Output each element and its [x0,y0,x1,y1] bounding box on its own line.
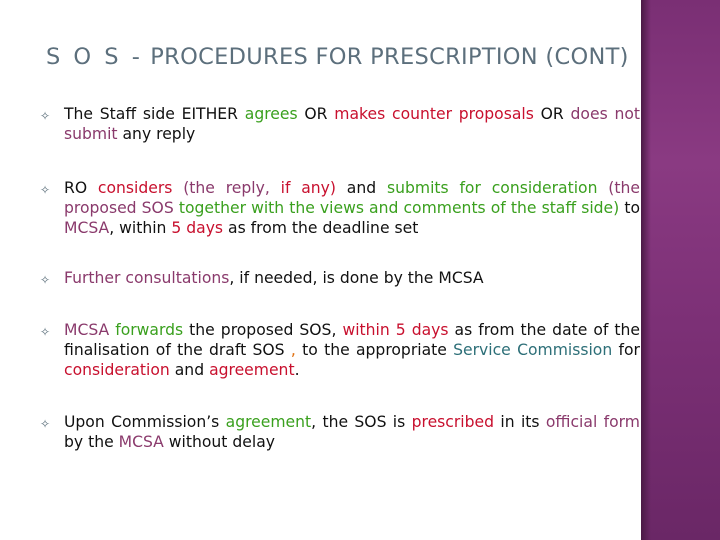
slide-title [46,44,646,70]
diamond-bullet-icon: ✧ [40,183,51,197]
bullet-item: ✧ MCSA forwards the proposed SOS, within 5 days as from the date of the finalisation of the draft SOS , to the appropriate Service Commission for consideration and agreement. [40,321,640,379]
diamond-bullet-icon: ✧ [40,273,51,287]
bullet-item: ✧ Upon Commission’s agreement, the SOS is prescribed in its official form by the MCSA without delay [40,413,640,451]
diamond-bullet-icon: ✧ [40,109,51,123]
title-sos: S O S - [46,44,143,70]
decorative-side-band [641,0,720,540]
diamond-bullet-icon: ✧ [40,325,51,339]
diamond-bullet-icon: ✧ [40,417,51,431]
bullet-item: ✧ The Staff side EITHER agrees OR makes counter proposals OR does not submit any reply [40,105,641,143]
bullet-item: ✧ RO considers (the reply, if any) and submits for consideration (the proposed SOS together with the views and comments of the staff side) to MCSA, within 5 days as from the deadline set [40,179,640,237]
bullet-item: ✧ Further consultations, if needed, is done by the MCSA [40,268,640,288]
bullet-list [40,104,640,452]
title-text: PROCEDURES FOR PRESCRIPTION (CONT) [142,44,629,70]
